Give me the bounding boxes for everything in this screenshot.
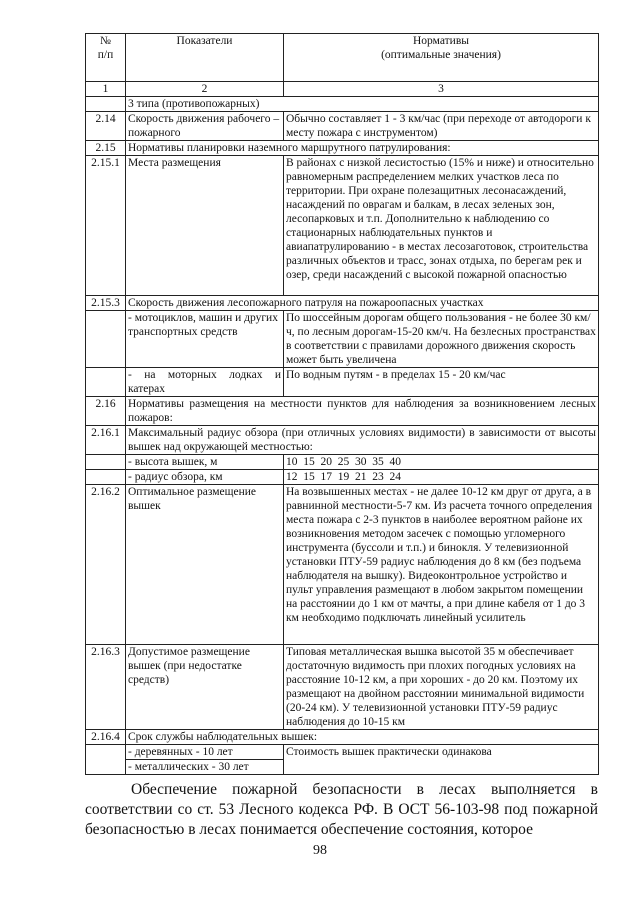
table-header-row — [86, 34, 599, 82]
row-section-title: Скорость движения лесопожарного патруля на пожароопасных участках — [126, 296, 599, 311]
table-row — [86, 296, 599, 311]
body-paragraph: Обеспечение пожарной безопасности в лесах выполняется в соответствии со ст. 53 Лесного кодекса РФ. В ОСТ 56-103-98 под пожарной безопасностью в лесах понимается обеспечение состояния, которое — [85, 781, 598, 838]
row-type3: 3 типа (противопожарных) — [126, 97, 599, 112]
row-num: 2.16.2 — [86, 485, 126, 645]
row-num-empty — [86, 97, 126, 112]
row-num: 2.16.3 — [86, 645, 126, 730]
radius-values: 12 15 17 19 21 23 24 — [284, 470, 599, 485]
table-row — [86, 455, 599, 470]
row-section-title: Нормативы планировки наземного маршрутного патрулирования: — [126, 141, 599, 156]
row-indicator: - мотоциклов, машин и других транспортных средств — [126, 311, 284, 368]
header-norms: Нормативы (оптимальные значения) — [284, 34, 599, 82]
row-norm: В районах с низкой лесистостью (15% и ниже) и относительно равномерным распределением мелких участков леса по территории. При охране полезащитных лесонасаждений, насаждений по оврагам и балкам, в лесах зеленых зон, лесопарковых и т.п. Дополнительно к наблюдению со стационарных наблюдательных пунктов и авиапатрулированию - в местах лесозаготовок, строительства различных объектов и трасс, зонах отдыха, по берегам рек и озер, среди насаждений с высокой пожарной опасностью — [284, 156, 599, 296]
radius-label: - радиус обзора, км — [126, 470, 284, 485]
table-row — [86, 426, 599, 455]
wooden-towers-label: - деревянных - 10 лет — [126, 745, 284, 760]
row-num: 2.15.1 — [86, 156, 126, 296]
row-num: 2.16 — [86, 397, 126, 426]
row-indicator: Скорость движения рабочего – пожарного — [126, 112, 284, 141]
row-norm: Обычно составляет 1 - 3 км/час (при переходе от автодороги к месту пожара с инструментом) — [284, 112, 599, 141]
table-row — [86, 730, 599, 745]
row-num: 2.15.3 — [86, 296, 126, 311]
col-number-3: 3 — [284, 82, 599, 97]
row-indicator: Оптимальное размещение вышек — [126, 485, 284, 645]
row-num: 2.15 — [86, 141, 126, 156]
row-indicator: Допустимое размещение вышек (при недостатке средств) — [126, 645, 284, 730]
header-num: № п/п — [86, 34, 126, 82]
row-indicator: - на моторных лодках и катерах — [126, 368, 284, 397]
row-section-title: Максимальный радиус обзора (при отличных условиях видимости) в зависимости от высоты вышек над окружающей местностью: — [126, 426, 599, 455]
tower-height-label: - высота вышек, м — [126, 455, 284, 470]
row-num-empty — [86, 368, 126, 397]
table-row — [86, 97, 599, 112]
table-row — [86, 745, 599, 760]
table-row — [86, 397, 599, 426]
col-number-1: 1 — [86, 82, 126, 97]
norms-table — [85, 33, 599, 775]
row-num: 2.14 — [86, 112, 126, 141]
metal-towers-label: - металлических - 30 лет — [126, 760, 284, 775]
row-norm: По шоссейным дорогам общего пользования - не более 30 км/ч, по лесным дорогам-15-20 км/ч. На безлесных пространствах в соответствии с правилами дорожного движения скорость может быть увеличена — [284, 311, 599, 368]
table-row — [86, 645, 599, 730]
page-number: 98 — [313, 843, 327, 858]
row-num: 2.16.1 — [86, 426, 126, 455]
row-section-title: Нормативы размещения на местности пунктов для наблюдения за возникновением лесных пожаров: — [126, 397, 599, 426]
row-norm: На возвышенных местах - не далее 10-12 км друг от друга, а в равнинной местности-5-7 км. Из расчета точного определения места пожара с 2-3 пунктов в наиболее вероятном районе их возникновения методом засечек с помощью угломерного инструмента (буссоли и т.п.) и бинокля. У телевизионной установки ПТУ-59 радиус наблюдения до 8 км (без подъема наблюдателя на вышку). Видеоконтрольное устройство и пульт управления размещают в любом закрытом помещении на расстоянии до 1 км от мачты, а при длине кабеля от 1 до 3 км необходимо подключать линейный усилитель — [284, 485, 599, 645]
table-row — [86, 141, 599, 156]
cost-note: Стоимость вышек практически одинакова — [284, 745, 599, 775]
row-norm: По водным путям - в пределах 15 - 20 км/час — [284, 368, 599, 397]
table-row — [86, 470, 599, 485]
row-num: 2.16.4 — [86, 730, 126, 745]
row-norm: Типовая металлическая вышка высотой 35 м обеспечивает достаточную видимость при плохих погодных условиях на расстояние 10-12 км, а при хороших - до 20 км. Поэтому их размещают на двойном расстоянии минимальной видимости (20-24 км). У телевизионной установки ПТУ-59 радиус наблюдения до 10-15 км — [284, 645, 599, 730]
row-section-title: Срок службы наблюдательных вышек: — [126, 730, 599, 745]
table-row — [86, 311, 599, 368]
row-num-empty — [86, 470, 126, 485]
table-row — [86, 368, 599, 397]
table-row — [86, 112, 599, 141]
tower-height-values: 10 15 20 25 30 35 40 — [284, 455, 599, 470]
row-indicator: Места размещения — [126, 156, 284, 296]
row-num-empty — [86, 455, 126, 470]
col-number-2: 2 — [126, 82, 284, 97]
column-number-row — [86, 82, 599, 97]
header-indicators: Показатели — [126, 34, 284, 82]
table-row — [86, 156, 599, 296]
row-num-empty — [86, 745, 126, 775]
table-row — [86, 485, 599, 645]
row-num-empty — [86, 311, 126, 368]
